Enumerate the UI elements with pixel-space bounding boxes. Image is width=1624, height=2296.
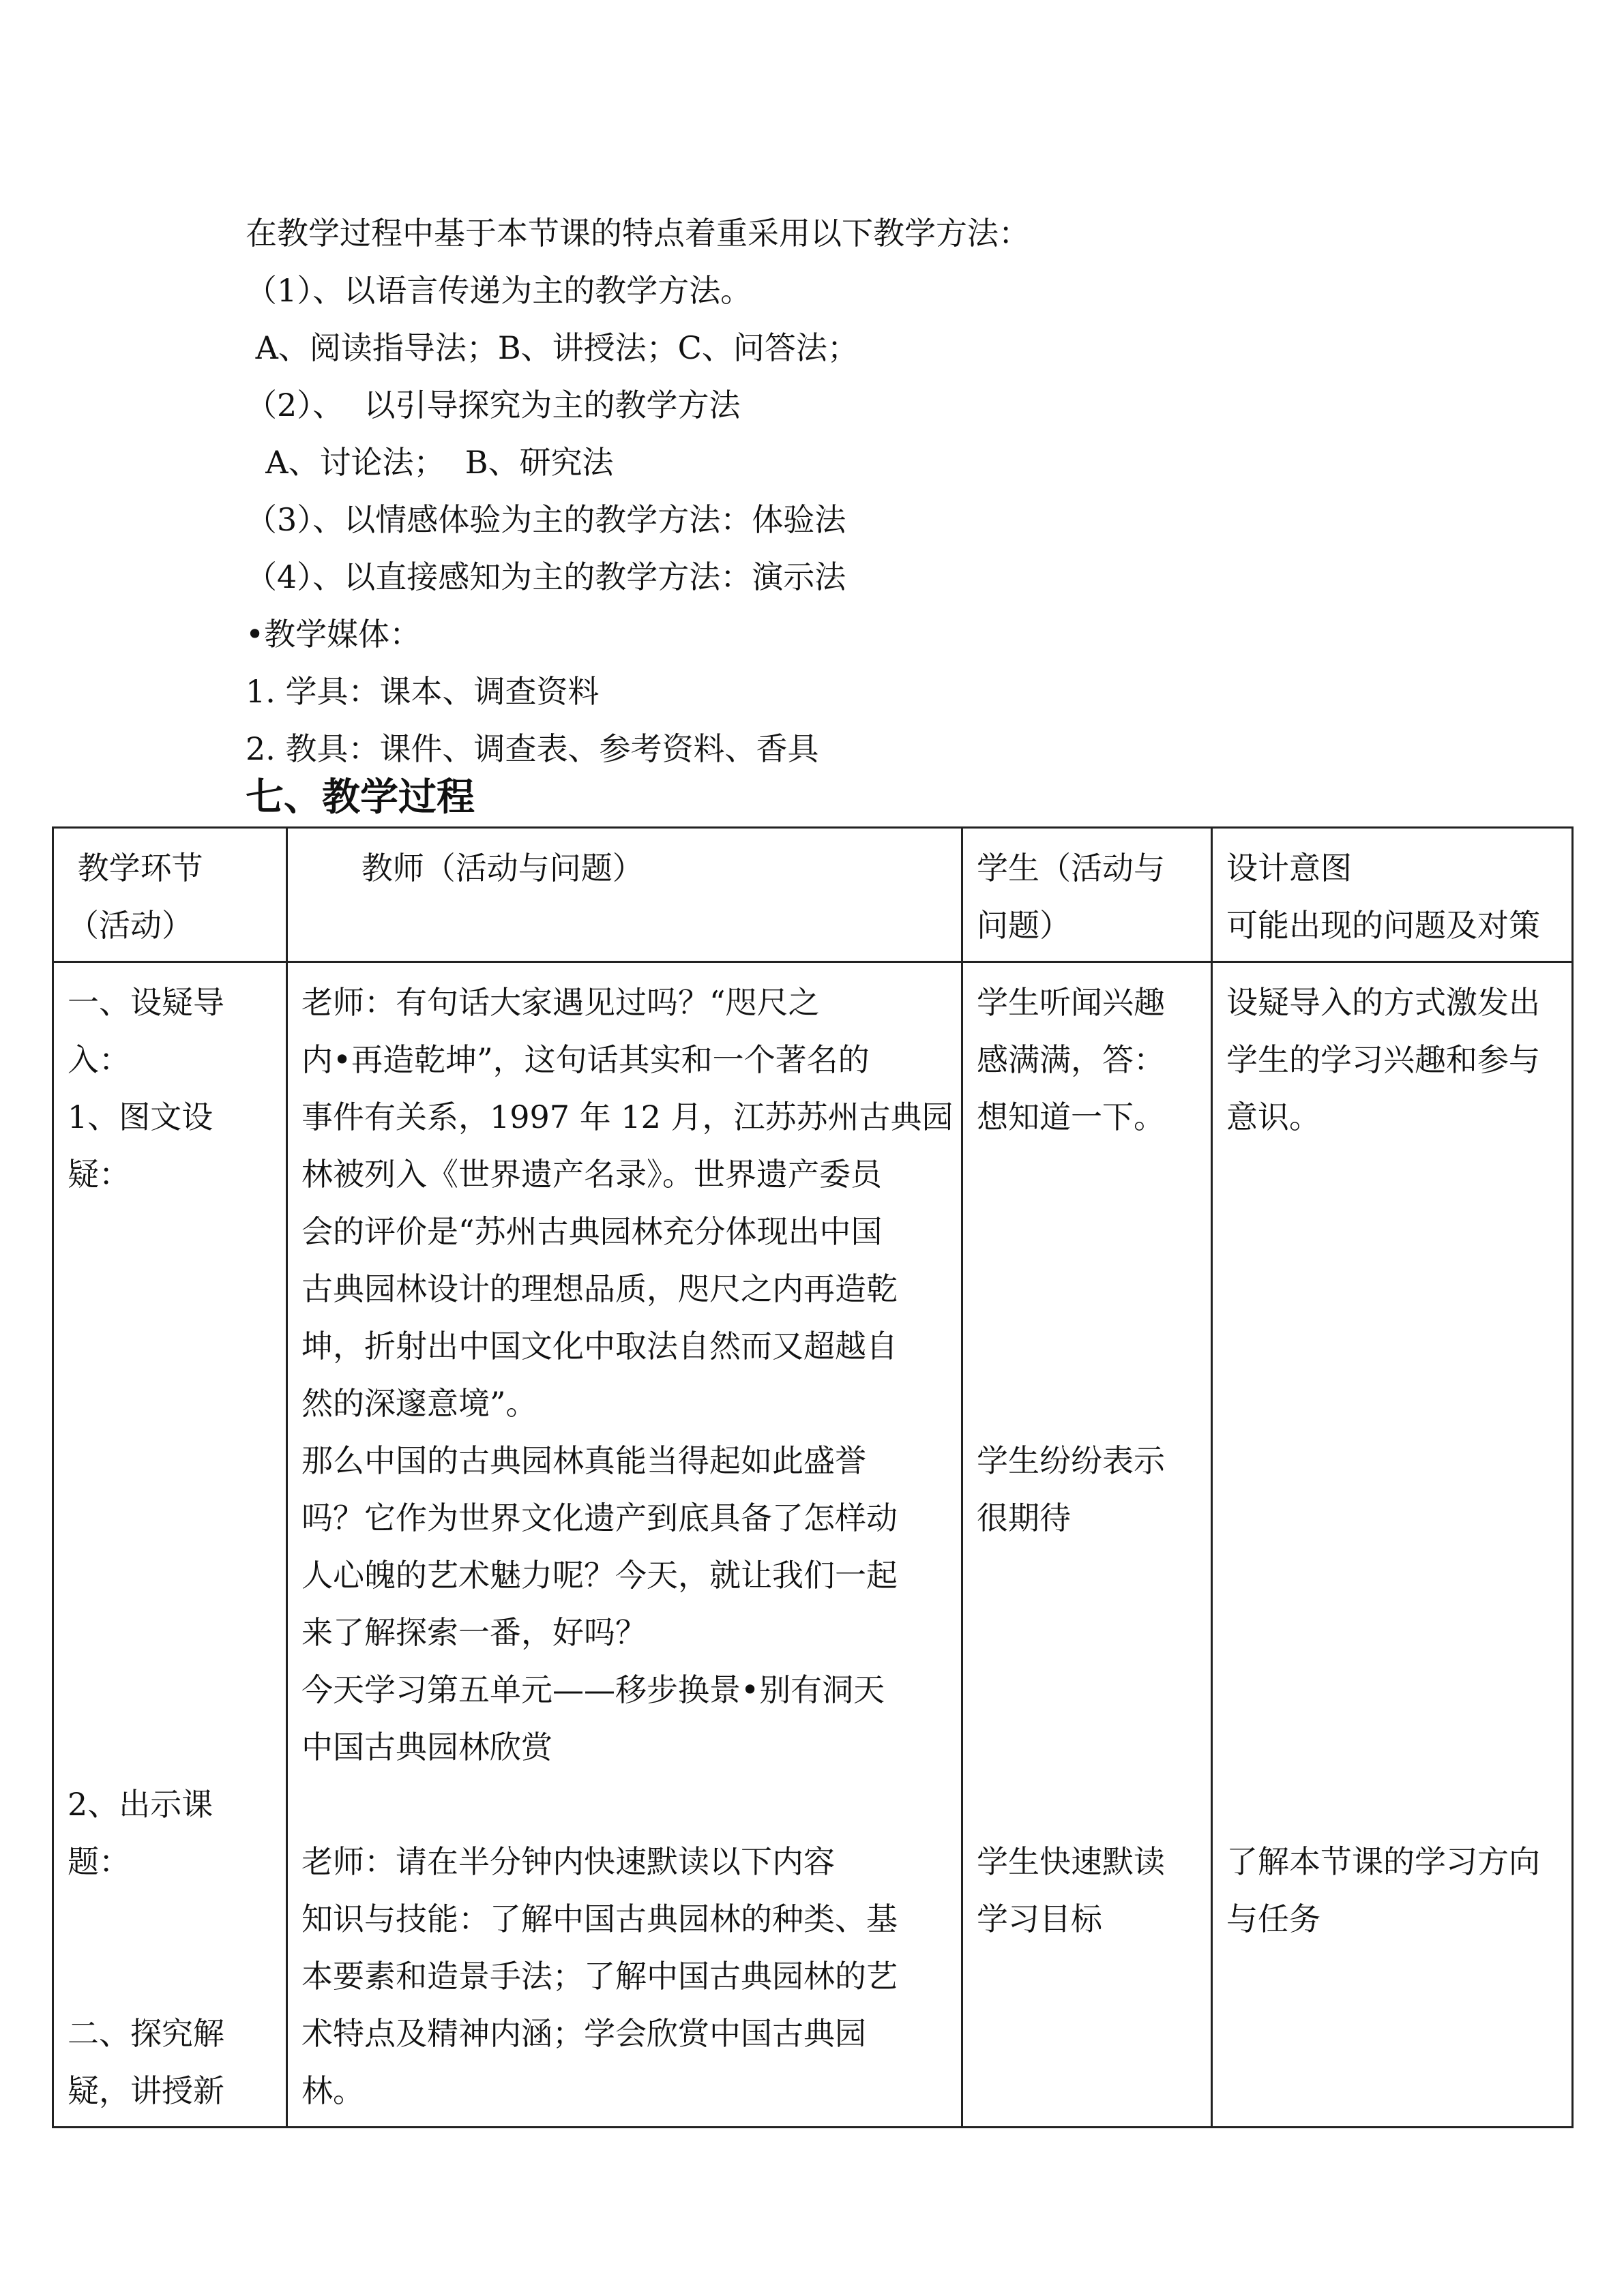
intro-paragraph: 在教学过程中基于本节课的特点着重采用以下教学方法： <box>246 215 1030 252</box>
cell-text: 很期待 <box>977 1500 1071 1536</box>
header-cell-stage <box>53 828 287 962</box>
cell-intent <box>1212 962 1573 2128</box>
cell-text: 学生听闻兴趣 <box>977 984 1165 1021</box>
cell-text: 疑，讲授新 <box>68 2072 224 2109</box>
cell-text: 二、探究解 <box>68 2015 224 2052</box>
cell-stage <box>53 962 287 2128</box>
cell-text: 疑： <box>68 1156 130 1193</box>
cell-text: 会的评价是“苏州古典园林充分体现出中国 <box>301 1213 883 1250</box>
cell-text: 然的深邃意境”。 <box>301 1385 537 1422</box>
table-header-row <box>53 828 1573 962</box>
cell-text: 今天学习第五单元——移步换景•别有洞天 <box>301 1671 885 1708</box>
cell-text: 一、设疑导 <box>68 984 224 1021</box>
section-title: 七、教学过程 <box>246 775 475 820</box>
cell-text: 坤，折射出中国文化中取法自然而又超越自 <box>301 1328 898 1365</box>
header-cell-student <box>962 828 1212 962</box>
header-text: （活动） <box>68 907 193 944</box>
header-text: 可能出现的问题及对策 <box>1226 907 1540 944</box>
cell-text: 老师：请在半分钟内快速默读以下内容 <box>301 1843 835 1880</box>
header-cell-teacher <box>287 828 962 962</box>
cell-text: 老师：有句话大家遇见过吗？“咫尺之 <box>301 984 820 1021</box>
method-item-1-detail: A、阅读指导法；B、讲授法；C、问答法； <box>246 329 859 366</box>
cell-text: 设疑导入的方式激发出 <box>1226 984 1540 1021</box>
media-item-1: 1. 学具：课本、调查资料 <box>246 673 600 710</box>
cell-text: 与任务 <box>1226 1900 1320 1937</box>
cell-text: 内•再造乾坤”，这句话其实和一个著名的 <box>301 1041 870 1078</box>
cell-text: 人心魄的艺术魅力呢？今天，就让我们一起 <box>301 1557 898 1594</box>
cell-text: 学生快速默读 <box>977 1843 1165 1880</box>
media-item-2: 2. 教具：课件、调查表、参考资料、香具 <box>246 730 819 767</box>
header-text: 问题） <box>977 907 1071 944</box>
cell-teacher <box>287 962 962 2128</box>
cell-text: 林被列入《世界遗产名录》。世界遗产委员 <box>301 1156 882 1193</box>
cell-text: 本要素和造景手法；了解中国古典园林的艺 <box>301 1958 898 1995</box>
cell-text: 来了解探索一番，好吗？ <box>301 1614 647 1651</box>
cell-text: 古典园林设计的理想品质，咫尺之内再造乾 <box>301 1270 898 1307</box>
method-item-1: （1）、以语言传递为主的教学方法。 <box>246 272 752 309</box>
method-item-3: （3）、以情感体验为主的教学方法：体验法 <box>246 501 846 538</box>
cell-text: 题： <box>68 1843 130 1880</box>
cell-text: 林。 <box>301 2072 364 2109</box>
table-row <box>53 962 1573 2128</box>
method-item-2: （2）、 以引导探究为主的教学方法 <box>246 387 741 423</box>
method-item-4: （4）、以直接感知为主的教学方法：演示法 <box>246 558 846 595</box>
cell-text: 中国古典园林欣赏 <box>301 1729 552 1765</box>
header-text: 设计意图 <box>1226 850 1352 886</box>
cell-text: 2、出示课 <box>68 1786 213 1823</box>
cell-text: 知识与技能：了解中国古典园林的种类、基 <box>301 1900 898 1937</box>
cell-text: 学生的学习兴趣和参与 <box>1226 1041 1540 1078</box>
cell-text: 感满满，答： <box>977 1041 1165 1078</box>
cell-text: 了解本节课的学习方向 <box>1226 1843 1540 1880</box>
header-text: 教学环节 <box>68 850 203 886</box>
header-cell-intent <box>1212 828 1573 962</box>
cell-text: 1、图文设 <box>68 1099 213 1135</box>
media-heading: •教学媒体： <box>246 616 422 653</box>
cell-text: 入： <box>68 1041 130 1078</box>
cell-text: 术特点及精神内涵；学会欣赏中国古典园 <box>301 2015 866 2052</box>
header-text: 学生（活动与 <box>977 850 1165 886</box>
teaching-process-table <box>52 826 1574 2128</box>
cell-text: 学生纷纷表示 <box>977 1442 1165 1479</box>
cell-student <box>962 962 1212 2128</box>
cell-text: 那么中国的古典园林真能当得起如此盛誉 <box>301 1442 866 1479</box>
method-item-2-detail: A、讨论法； B、研究法 <box>246 444 614 481</box>
cell-text: 吗？它作为世界文化遗产到底具备了怎样动 <box>301 1500 898 1536</box>
cell-text: 想知道一下。 <box>977 1099 1165 1135</box>
cell-text: 意识。 <box>1226 1099 1320 1135</box>
cell-text: 学习目标 <box>977 1900 1102 1937</box>
cell-text: 事件有关系，1997 年 12 月，江苏苏州古典园 <box>301 1099 954 1135</box>
header-text: 教师（活动与问题） <box>301 850 644 886</box>
intro-text-block <box>246 205 1541 777</box>
